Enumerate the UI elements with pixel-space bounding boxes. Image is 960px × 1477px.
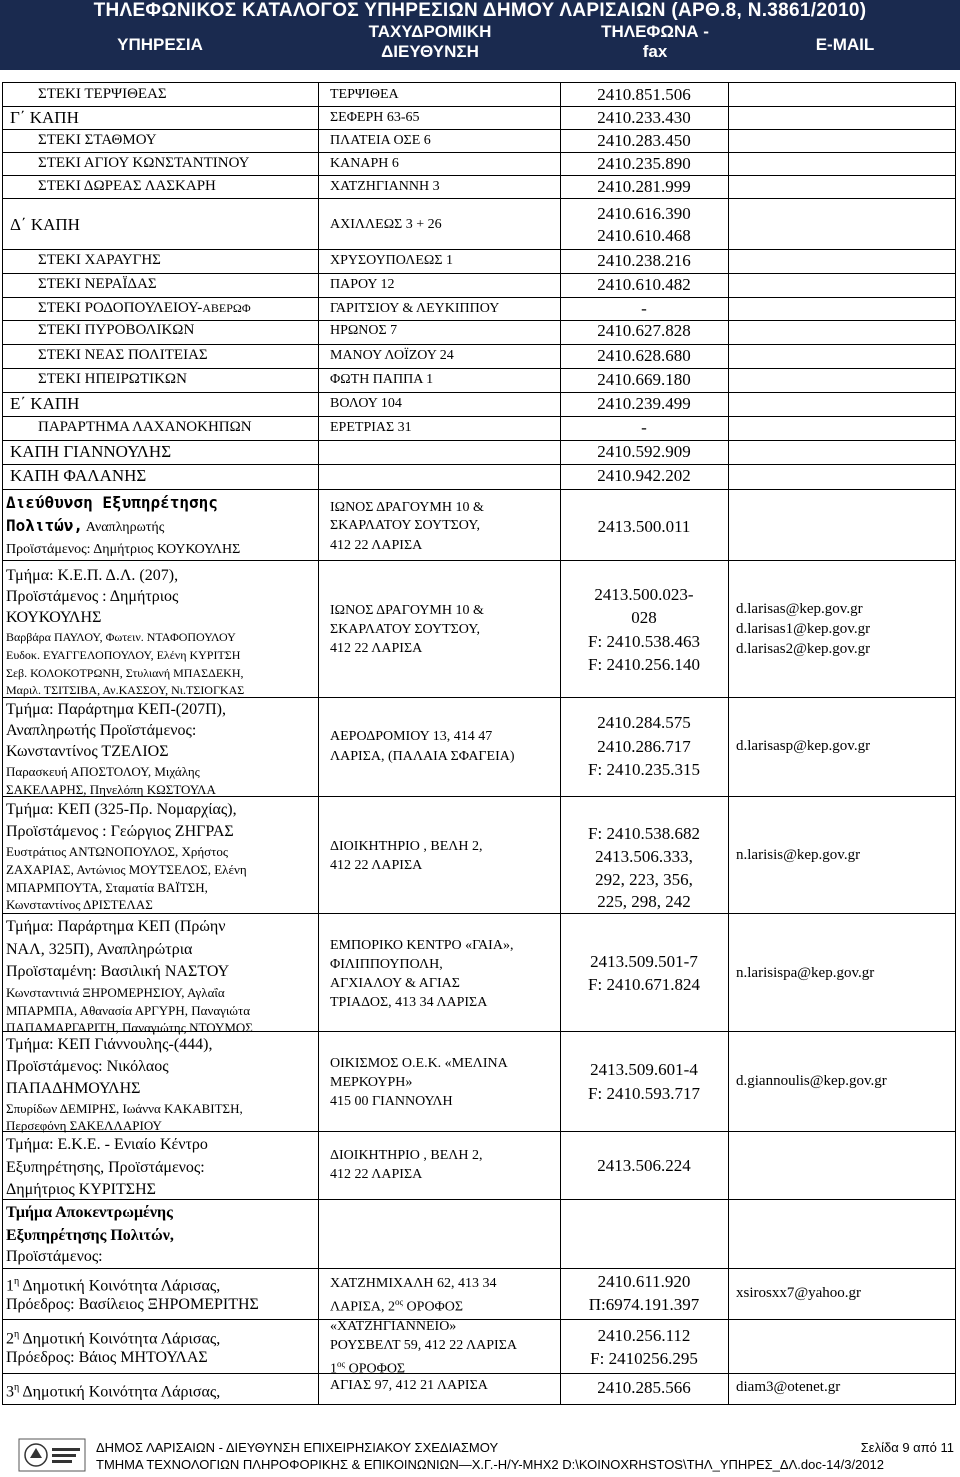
row-divider xyxy=(2,1404,955,1405)
row-address: ΤΕΡΨΙΘΕΑ xyxy=(330,87,399,102)
kep207-email-3[interactable]: d.larisas2@kep.gov.gr xyxy=(736,641,871,657)
row-address: ΕΡΕΤΡΙΑΣ 31 xyxy=(330,420,412,435)
kep325-line4: ΖΑΧΑΡΙΑΣ, Αντώνιος ΜΟΥΤΣΕΛΟΣ, Ελένη xyxy=(6,862,247,877)
kep207-line5: Ευδοκ. ΕΥΑΓΓΕΛΟΠΟΥΛΟΥ, Ελένη ΚΥΡΙΤΣΗ xyxy=(6,648,241,662)
kep444-addr-2: ΜΕΡΚΟΥΡΗ» xyxy=(330,1075,413,1090)
column-header-phone xyxy=(570,22,740,62)
comm1-addr-2-suffix: ΟΡΟΦΟΣ xyxy=(403,1299,464,1315)
comm1-phone-2: Π:6974.191.397 xyxy=(588,1295,700,1314)
kep-directorate-title-1: Διεύθυνση Εξυπηρέτησης xyxy=(6,493,218,512)
kep207p-phone-2: 2410.286.717 xyxy=(597,737,691,756)
comm2-addr-3-sup: ος xyxy=(337,1359,346,1369)
kep207p-line1: Τμήμα: Παράρτημα ΚΕΠ-(207Π), xyxy=(6,701,226,718)
kep207-line7: Μαριλ. ΤΣΙΤΣΙΒΑ, Αν.ΚΑΣΣΟΥ, Νι.ΤΣΙΟΓΚΑΣ xyxy=(6,683,245,697)
page-footer xyxy=(0,1436,960,1477)
kep207-line4: Βαρβάρα ΠΑΥΛΟΥ, Φωτειν. ΝΤΑΦΟΠΟΥΛΟΥ xyxy=(6,630,236,644)
row-phone: - xyxy=(641,418,647,437)
row-phone: - xyxy=(641,299,647,318)
comm2-phone-1: 2410.256.112 xyxy=(597,1326,691,1345)
kep207-line2: Προϊστάμενος : Δημήτριος xyxy=(6,588,179,605)
kep207-email-2[interactable]: d.larisas1@kep.gov.gr xyxy=(736,621,871,637)
row-service: ΣΤΕΚΙ ΧΑΡΑΥΓΗΣ xyxy=(38,252,161,268)
row-phone: 2410.616.390 xyxy=(597,204,691,223)
comm3-number-sup: η xyxy=(14,1382,20,1393)
comm2-addr-2: ΡΟΥΣΒΕΛΤ 59, 412 22 ΛΑΡΙΣΑ xyxy=(330,1338,517,1353)
row-address: ΧΡΥΣΟΥΠΟΛΕΩΣ 1 xyxy=(330,253,453,268)
row-phone: 2410.610.482 xyxy=(597,275,691,294)
kep444-addr-3: 415 00 ΓΙΑΝΝΟΥΛΗ xyxy=(330,1094,453,1109)
row-phone: 2410.628.680 xyxy=(597,346,691,365)
row-phone: 2410.283.450 xyxy=(597,131,691,150)
kep207-addr-1: ΙΩΝΟΣ ΔΡΑΓΟΥΜΗ 10 & xyxy=(330,603,484,618)
kep325p-line4: Κωνσταντινιά ΞΗΡΟΜΕΡΗΣΙΟΥ, Αγλαΐα xyxy=(6,985,225,1000)
comm1-addr-2 xyxy=(330,1292,463,1318)
row-service: ΣΤΕΚΙ ΝΕΡΑΪΔΑΣ xyxy=(38,276,157,292)
row-service: Γ΄ ΚΑΠΗ xyxy=(10,108,79,127)
kep444-email-1[interactable]: d.giannoulis@kep.gov.gr xyxy=(736,1073,887,1089)
comm2-line1 xyxy=(6,1324,220,1349)
kep207p-line3: Κωνσταντίνος ΤΖΕΛΙΟΣ xyxy=(6,743,169,760)
kep207p-line5: ΣΑΚΕΛΑΡΗΣ, Πηνελόπη ΚΩΣΤΟΥΛΑ xyxy=(6,782,216,797)
footer-line-1: ΔΗΜΟΣ ΛΑΡΙΣΑΙΩΝ - ΔΙΕΥΘΥΝΣΗ ΕΠΙΧΕΙΡΗΣΙΑΚΟΥ ΣΧΕΔΙΑΣΜΟΥ xyxy=(96,1440,499,1455)
kep207-addr-2: ΣΚΑΡΛΑΤΟΥ ΣΟΥΤΣΟΥ, xyxy=(330,622,481,637)
document-title: ΤΗΛΕΦΩΝΙΚΟΣ ΚΑΤΑΛΟΓΟΣ ΥΠΗΡΕΣΙΩΝ ΔΗΜΟΥ ΛΑΡΙΣΑΙΩΝ (ΑΡΘ.8, Ν.3861/2010) xyxy=(93,0,867,21)
kep325p-line2: ΝΑΛ, 325Π), Αναπληρώτρια xyxy=(6,941,193,958)
eke-line3: Δημήτριος ΚΥΡΙΤΣΗΣ xyxy=(6,1181,156,1198)
row-phone: 2410.669.180 xyxy=(597,370,691,389)
kep207-email-1[interactable]: d.larisas@kep.gov.gr xyxy=(736,601,863,617)
comm1-email-1[interactable]: xsirosxx7@yahoo.gr xyxy=(736,1285,862,1301)
row-phone-2: 2410.610.468 xyxy=(597,226,691,245)
row-service: ΠΑΡΑΡΤΗΜΑ ΛΑΧΑΝΟΚΗΠΩΝ xyxy=(38,419,252,435)
footer-line-2: ΤΜΗΜΑ ΤΕΧΝΟΛΟΓΙΩΝ ΠΛΗΡΟΦΟΡΙΚΗΣ & ΕΠΙΚΟΙΝΩΝΙΩΝ—Χ.Γ.-Η/Υ-ΜΗΧ2 D:\ΚΟΙΝΟΧRHSTOS\ΤΗΛ_ΥΠΗΡΕΣ_ΔΛ.doc-14/3/2012 xyxy=(96,1457,884,1472)
row-address: ΜΑΝΟΥ ΛΟΪΖΟΥ 24 xyxy=(330,348,454,363)
row-service: ΚΑΠΗ ΦΑΛΑΝΗΣ xyxy=(10,466,147,485)
row-phone: 2410.239.499 xyxy=(597,394,691,413)
comm3-phone-1: 2410.285.566 xyxy=(597,1378,691,1397)
row-service: ΣΤΕΚΙ ΔΩΡΕΑΣ ΛΑΣΚΑΡΗ xyxy=(38,178,216,194)
comm1-addr-2-sup: ος xyxy=(394,1297,404,1307)
kep444-phone-1: 2413.509.601-4 xyxy=(590,1060,698,1079)
comm1-addr-2-main: ΛΑΡΙΣΑ, 2 xyxy=(330,1299,395,1315)
decentral-line1: Τμήμα Αποκεντρωμένης xyxy=(6,1204,173,1221)
row-phone: 2410.592.909 xyxy=(597,442,691,461)
kep207-line3: ΚΟΥΚΟΥΛΗΣ xyxy=(6,609,102,626)
kep207-phone-3: F: 2410.538.463 xyxy=(588,632,700,651)
row-service: ΣΤΕΚΙ ΣΤΑΘΜΟΥ xyxy=(38,132,157,148)
comm1-line1 xyxy=(6,1271,220,1296)
row-address: ΒΟΛΟΥ 104 xyxy=(330,396,402,411)
kep444-line3: ΠΑΠΑΔΗΜΟΥΛΗΣ xyxy=(6,1080,141,1097)
comm3-addr-1: ΑΓΙΑΣ 97, 412 21 ΛΑΡΙΣΑ xyxy=(330,1378,488,1393)
eke-line1: Τμήμα: Ε.Κ.Ε. - Ενιαίο Κέντρο xyxy=(6,1136,208,1153)
kep207p-line4: Παρασκευή ΑΠΟΣΤΟΛΟΥ, Μιχάλης xyxy=(6,764,200,779)
row-address: ΓΑΡΙΤΣΙΟΥ & ΛΕΥΚΙΠΠΟΥ xyxy=(330,301,500,316)
kep-directorate-phone: 2413.500.011 xyxy=(597,517,691,536)
kep325p-addr-2: ΦΙΛΙΠΠΟΥΠΟΛΗ, xyxy=(330,957,443,972)
column-header-service: ΥΠΗΡΕΣΙΑ xyxy=(117,35,203,54)
decentral-line3: Προϊστάμενος: xyxy=(6,1248,103,1265)
comm2-number-sup: η xyxy=(14,1329,20,1340)
comm1-phone-1: 2410.611.920 xyxy=(597,1272,691,1291)
comm2-addr-3-main: ΟΡΟΦΟΣ xyxy=(345,1361,406,1377)
kep325-phone-1: F: 2410.538.682 xyxy=(588,824,700,843)
kep325-phone-2: 2413.506.333, xyxy=(595,847,693,866)
kep325-line1: Τμήμα: ΚΕΠ (325-Πρ. Νομαρχίας), xyxy=(6,801,237,818)
kep207-phone-4: F: 2410.256.140 xyxy=(588,655,700,674)
kep325p-addr-4: ΤΡΙΑΔΟΣ, 413 34 ΛΑΡΙΣΑ xyxy=(330,995,488,1010)
row-address: ΧΑΤΖΗΓΙΑΝΝΗ 3 xyxy=(330,179,440,194)
kep325-email-1[interactable]: n.larisis@kep.gov.gr xyxy=(736,847,861,863)
kep207-addr-3: 412 22 ΛΑΡΙΣΑ xyxy=(330,641,423,656)
row-service: ΚΑΠΗ ΓΙΑΝΝΟΥΛΗΣ xyxy=(10,442,172,461)
kep325-phone-4: 225, 298, 242 xyxy=(597,892,691,911)
kep207-line6: Σεβ. ΚΟΛΟΚΟΤΡΩΝΗ, Στυλιανή ΜΠΑΣΔΕΚΗ, xyxy=(6,666,244,680)
row-service: ΣΤΕΚΙ ΗΠΕΙΡΩΤΙΚΩΝ xyxy=(38,371,187,387)
comm1-number-sup: η xyxy=(14,1276,20,1287)
row-divider xyxy=(2,392,955,393)
kep325p-line1: Τμήμα: Παράρτημα ΚΕΠ (Πρώην xyxy=(6,918,226,935)
row-address: ΦΩΤΗ ΠΑΠΠΑ 1 xyxy=(330,372,434,387)
kep444-line1: Τμήμα: ΚΕΠ Γιάννουλης-(444), xyxy=(6,1036,213,1053)
kep207p-line2: Αναπληρωτής Προϊστάμενος: xyxy=(6,722,197,739)
column-header-address-line1: ΤΑΧΥΔΡΟΜΙΚΗ xyxy=(368,22,492,41)
kep325-line3: Ευστράτιος ΑΝΤΩΝΟΠΟΥΛΟΣ, Χρήστος xyxy=(6,844,229,859)
kep-directorate-addr-3: 412 22 ΛΑΡΙΣΑ xyxy=(330,538,423,553)
kep444-line2: Προϊστάμενος: Νικόλαος xyxy=(6,1058,169,1075)
row-phone: 2410.235.890 xyxy=(597,154,691,173)
kep-directorate-title-2 xyxy=(6,515,164,538)
comm2-addr-1: «ΧΑΤΖΗΓΙΑΝΝΕΙΟ» xyxy=(330,1319,457,1334)
row-phone: 2410.627.828 xyxy=(597,321,691,340)
row-service: Ε΄ ΚΑΠΗ xyxy=(10,394,80,413)
column-header-phone-line1: ΤΗΛΕΦΩΝΑ - xyxy=(601,22,709,41)
column-divider-3 xyxy=(728,82,729,1405)
row-phone: 2410.233.430 xyxy=(597,108,691,127)
kep325-line6: Κωνσταντίνος ΔΡΙΣΤΕΛΑΣ xyxy=(6,897,153,912)
kep-directorate-head: Προϊστάμενος: Δημήτριος ΚΟΥΚΟΥΛΗΣ xyxy=(6,542,241,557)
kep325p-line5: ΜΠΑΡΜΠΑ, Αθανασία ΑΡΓΥΡΗ, Παναγιώτα xyxy=(6,1003,251,1018)
row-address: ΣΕΦΕΡΗ 63-65 xyxy=(330,110,420,125)
page-number: Σελίδα 9 από 11 xyxy=(860,1440,954,1455)
kep444-addr-1: ΟΙΚΙΣΜΟΣ Ο.Ε.Κ. «ΜΕΛΙΝΑ xyxy=(330,1056,508,1071)
kep207p-addr-2: ΛΑΡΙΣΑ, (ΠΑΛΑΙΑ ΣΦΑΓΕΙΑ) xyxy=(330,749,515,764)
row-divider xyxy=(2,198,955,199)
row-divider xyxy=(2,489,955,490)
row-phone: 2410.238.216 xyxy=(597,251,691,270)
comm2-title: Δημοτική Κοινότητα Λάρισας, xyxy=(19,1330,221,1348)
row-divider xyxy=(2,1373,955,1374)
row-address: ΑΧΙΛΛΕΩΣ 3 + 26 xyxy=(330,217,442,232)
row-phone: 2410.942.202 xyxy=(597,466,691,485)
kep325-line5: ΜΠΑΡΜΠΟΥΤΑ, Σταματία ΒΑΪΤΣΗ, xyxy=(6,880,208,895)
row-divider xyxy=(2,106,955,107)
kep325-addr-1: ΔΙΟΙΚΗΤΗΡΙΟ , ΒΕΛΗ 2, xyxy=(330,839,483,854)
comm2-phone-2: F: 2410256.295 xyxy=(590,1349,698,1368)
comm3-email-1[interactable]: diam3@otenet.gr xyxy=(736,1379,841,1395)
row-service: ΣΤΕΚΙ ΠΥΡΟΒΟΛΙΚΩΝ xyxy=(38,322,195,338)
row-divider xyxy=(2,1319,955,1320)
kep325p-email-1[interactable]: n.larisispa@kep.gov.gr xyxy=(736,965,875,981)
kep-directorate-addr-1: ΙΩΝΟΣ ΔΡΑΓΟΥΜΗ 10 & xyxy=(330,500,484,515)
row-service: ΣΤΕΚΙ ΤΕΡΨΙΘΕΑΣ xyxy=(38,86,167,102)
kep325p-phone-2: F: 2410.671.824 xyxy=(588,975,700,994)
row-phone: 2410.851.506 xyxy=(597,85,691,104)
table-right-border xyxy=(955,82,956,1405)
row-address: ΠΛΑΤΕΙΑ ΟΣΕ 6 xyxy=(330,133,431,148)
row-service xyxy=(38,298,251,319)
row-service: Δ΄ ΚΑΠΗ xyxy=(10,215,80,234)
row-service: ΣΤΕΚΙ ΑΓΙΟΥ ΚΩΝΣΤΑΝΤΙΝΟΥ xyxy=(38,155,250,171)
comm2-addr-3-pre: 1 xyxy=(330,1361,337,1377)
kep-directorate-title-2-suffix: Αναπληρωτής xyxy=(83,520,165,535)
table-left-border xyxy=(2,82,3,1405)
kep325p-phone-1: 2413.509.501-7 xyxy=(590,952,698,971)
comm1-addr-1: ΧΑΤΖΗΜΙΧΑΛΗ 62, 413 34 xyxy=(330,1276,497,1291)
column-divider-1 xyxy=(318,82,319,1405)
kep207p-phone-1: 2410.284.575 xyxy=(597,713,691,732)
column-header-address-line2: ΔΙΕΥΘΥΝΣΗ xyxy=(381,42,479,61)
comm1-line2: Πρόεδρος: Βασίλειος ΞΗΡΟΜΕΡΙΤΗΣ xyxy=(6,1296,259,1313)
comm3-number: 3 xyxy=(6,1383,14,1401)
kep325p-addr-3: ΑΓΧΙΑΛΟΥ & ΑΓΙΑΣ xyxy=(330,976,460,991)
row-address: ΠΑΡΟΥ 12 xyxy=(330,277,395,292)
comm3-title: Δημοτική Κοινότητα Λάρισας, xyxy=(19,1383,221,1401)
column-header-phone-line2: fax xyxy=(642,42,668,61)
comm3-line1 xyxy=(6,1377,220,1402)
kep207-phone-1: 2413.500.023- xyxy=(594,585,694,604)
row-service-suffix: ΑΒΕΡΩΦ xyxy=(202,301,251,315)
row-service-main: ΣΤΕΚΙ ΡΟΔΟΠΟΥΛΕΙΟΥ- xyxy=(38,300,203,316)
kep-directorate-addr-2: ΣΚΑΡΛΑΤΟΥ ΣΟΥΤΣΟΥ, xyxy=(330,518,481,533)
row-divider xyxy=(2,560,955,561)
kep207p-phone-3: F: 2410.235.315 xyxy=(588,760,700,779)
kep325p-line6: ΠΑΠΑΜΑΡΓΑΡΙΤΗ, Παναγιώτης ΝΤΟΥΜΟΣ xyxy=(6,1020,253,1035)
municipality-logo-icon xyxy=(18,1438,86,1472)
kep444-phone-2: F: 2410.593.717 xyxy=(588,1084,700,1103)
row-divider xyxy=(2,82,955,83)
row-address: ΚΑΝΑΡΗ 6 xyxy=(330,156,399,171)
row-service: ΣΤΕΚΙ ΝΕΑΣ ΠΟΛΙΤΕΙΑΣ xyxy=(38,347,208,363)
eke-addr-1: ΔΙΟΙΚΗΤΗΡΙΟ , ΒΕΛΗ 2, xyxy=(330,1148,483,1163)
kep325p-addr-1: ΕΜΠΟΡΙΚΟ ΚΕΝΤΡΟ «ΓΑΙΑ», xyxy=(330,938,514,953)
kep-directorate-title-2-bold: Πολιτών, xyxy=(6,516,84,535)
comm1-number: 1 xyxy=(6,1277,14,1295)
kep325-phone-3: 292, 223, 356, xyxy=(595,870,693,889)
kep207p-email-1[interactable]: d.larisasp@kep.gov.gr xyxy=(736,738,871,754)
kep207-phone-2: 028 xyxy=(631,608,657,627)
kep325-line2: Προϊστάμενος : Γεώργιος ΖΗΓΡΑΣ xyxy=(6,823,234,840)
kep444-line4: Σπυρίδων ΔΕΜΙΡΗΣ, Ιωάννα ΚΑΚΑΒΙΤΣΗ, xyxy=(6,1101,243,1116)
row-phone: 2410.281.999 xyxy=(597,177,691,196)
kep207-line1: Τμήμα: Κ.Ε.Π. Δ.Λ. (207), xyxy=(6,567,179,584)
kep444-line5: Περσεφόνη ΣΑΚΕΛΛΑΡΙΟΥ xyxy=(6,1118,162,1133)
row-divider xyxy=(2,1268,955,1269)
table-header xyxy=(0,0,960,70)
column-header-email: E-MAIL xyxy=(815,35,875,54)
kep207p-addr-1: ΑΕΡΟΔΡΟΜΙΟΥ 13, 414 47 xyxy=(330,729,493,744)
eke-phone-1: 2413.506.224 xyxy=(597,1156,691,1175)
row-address: ΗΡΩΝΟΣ 7 xyxy=(330,323,398,338)
comm2-line2: Πρόεδρος: Βάιος ΜΗΤΟΥΛΑΣ xyxy=(6,1349,208,1366)
column-header-address xyxy=(330,22,530,62)
decentral-line2: Εξυπηρέτησης Πολιτών, xyxy=(6,1227,174,1244)
eke-line2: Εξυπηρέτησης, Προϊστάμενος: xyxy=(6,1159,205,1176)
comm1-title: Δημοτική Κοινότητα Λάρισας, xyxy=(19,1277,221,1295)
kep325-addr-2: 412 22 ΛΑΡΙΣΑ xyxy=(330,858,423,873)
kep325p-line3: Προϊσταμένη: Βασιλική ΝΑΣΤΟΥ xyxy=(6,963,230,980)
comm2-number: 2 xyxy=(6,1330,14,1348)
eke-addr-2: 412 22 ΛΑΡΙΣΑ xyxy=(330,1167,423,1182)
